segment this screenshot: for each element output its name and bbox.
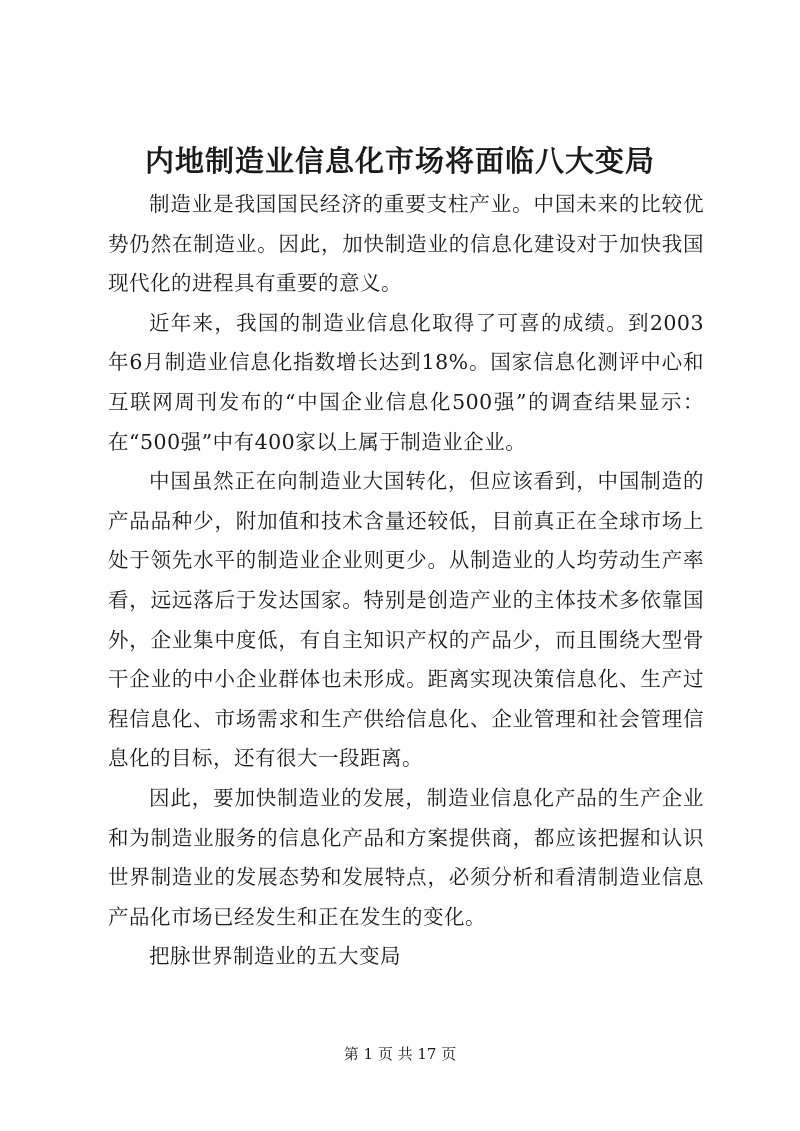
paragraph-3: 中国虽然正在向制造业大国转化，但应该看到，中国制造的产品品种少，附加值和技术含量还较低，目前真正在全球市场上处于领先水平的制造业企业则更少。从制造业的人均劳动生产率看，远远落后于发达国家。特别是创造产业的主体技术多依靠国外，企业集中度低，有自主知识产权的产品少，而且围绕大型骨干企业的中小企业群体也未形成。距离实现决策信息化、生产过程信息化、市场需求和生产供给信息化、企业管理和社会管理信息化的目标，还有很大一段距离。 (108, 469, 704, 771)
paragraph-1: 制造业是我国国民经济的重要支柱产业。中国未来的比较优势仍然在制造业。因此，加快制造业的信息化建设对于加快我国现代化的进程具有重要的意义。 (108, 192, 704, 296)
page-number-label: 第 1 页 共 17 页 (343, 1045, 457, 1063)
paragraph-4: 因此，要加快制造业的发展，制造业信息化产品的生产企业和为制造业服务的信息化产品和方案提供商，都应该把握和认识世界制造业的发展态势和发展特点，必须分析和看清制造业信息产品化市场已经发生和正在发生的变化。 (108, 785, 704, 929)
document-body (108, 185, 704, 977)
document-title: 内地制造业信息化市场将面临八大变局 (144, 144, 655, 178)
paragraph-2: 近年来，我国的制造业信息化取得了可喜的成绩。到2003年6月制造业信息化指数增长达到18%。国家信息化测评中心和互联网周刊发布的“中国企业信息化500强”的调查结果显示：在“500强”中有400家以上属于制造业企业。 (108, 310, 704, 454)
page-footer (0, 1044, 800, 1064)
paragraph-5: 把脉世界制造业的五大变局 (149, 944, 401, 969)
